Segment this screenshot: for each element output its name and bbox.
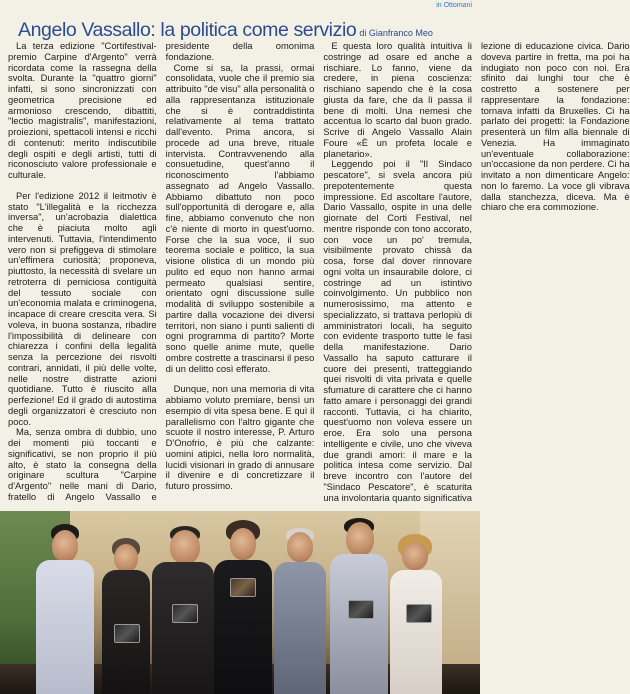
person-6 — [328, 518, 390, 694]
page-tag: in Ottomani — [436, 2, 472, 9]
award-plaque — [230, 578, 256, 597]
group-photo — [0, 511, 480, 694]
person-4 — [212, 520, 274, 694]
paragraph: Per l'edizione 2012 il leitmotiv è stato "L'illegalità e la ricchezza inversa", un'acrobazia dialettica che è piaciuta molto agli intervenuti. Tuttavia, l'intendimento vero non si prefiggeva di stimolare un'effimera curiosità; proponeva, piuttosto, la necessità di svelare un retroterra di perniciosa contiguità del tessuto sociale con un'economia malata e criminogena, incapace di creare crescita vera. Si voleva, in buona sostanza, ribadire l'impossibilità di delineare con chiarezza i confini della legalità senza la percezione dei risvolti contrari, annidati, il più delle volte, nelle nostre distratte azioni quotidiane. Tutto è riuscito alla perfezione! Ed il grado di autostima degli organizzatori è cresciuto non poco. — [8, 189, 157, 427]
person-3 — [150, 526, 216, 694]
paragraph: E questa loro qualità intuitiva li costringe ad osare ed anche a rischiare. Lo fanno, viene da credere, in piena coscienza: rischiano sapendo che è la cosa giusta da fare, che da lì passa il bene di molti. Una nemesi che accentua lo scarto dal buon grado. Scrive di Angelo Vassallo Alain Foure «È un profeta locale e planetario». — [323, 40, 472, 159]
paragraph: Ma, senza ombra di dubbio, uno dei momenti più toccanti e significativi, se non proprio il più alto, è stato la consegna della originare scultura "Carpine d'Argento" nelle mani di Dario, fratello di Angelo Vassallo e presidente della omonima fondazione. — [8, 40, 315, 502]
headline — [18, 19, 478, 42]
paragraph: La terza edizione "Cortifestival-premio Carpine d'Argento" verrà ricordata come la rassegna della svolta. Durante la "quattro giorni" infatti, si sono sincronizzati con geometrica precisione ed armonioso crescendo, dibattiti, "lectio magistralis", manifestazioni, proiezioni, spettacoli intensi e ricchi di contenuti: merito indiscutibile degli ospiti e degli artisti, tutti di riconosciuto valore professionale e culturale. — [8, 40, 157, 180]
person-5 — [272, 528, 328, 694]
article-body — [8, 40, 630, 509]
article-title: Angelo Vassallo: la politica come servizio — [18, 19, 357, 41]
paragraph: Dunque, non una memoria di vita abbiamo voluto premiare, bensì un esempio di vita spesa bene. E quì il parallelismo con l'altro gigante che scuote il nostro interesse, P. Arturo D'Onofrio, è più che calzante: uomini atipici, nella loro normalità, lucidi visionari in grado di annusare il divenire e di concretizzare il futuro prossimo. — [165, 383, 315, 491]
person-2 — [100, 538, 152, 694]
award-plaque — [348, 600, 374, 619]
award-plaque — [172, 604, 198, 623]
person-1 — [34, 524, 96, 694]
award-plaque — [406, 604, 432, 623]
paragraph: Leggendo poi il "Il Sindaco pescatore", si svela ancora più prepotentemente questa impressione. Ed ascoltare l'autore, Dario Vassallo, ospite in una delle giornate del Corti Festival, nel mentre risponde con tono accorato, con voce un po' tremula, visibilmente provato chissà da cosa, forse dal dover rinnovare ogni volta un insaurabile dolore, ci costringe ad un istintivo coinvolgimento. Un pubblico non numerosissimo, ma attento e specializzato, si trattava perlopiù di amministratori locali, ha seguito con evidente trasporto tutte le fasi della manifestazione. Dario Vassallo ha saputo catturare il cuore dei presenti, tratteggiando quei risvolti di vita privata e quelle sfumature di carattere che ci hanno fatto amare i personaggi dei grandi racconti. Tuttavia, ci ha chiarito, quest'uomo non voleva essere un eroe. Era solo una persona intelligente e civile, uno che viveva due grandi amori: il mare e la politica intesa come servizio. Dal breve incontro con l'autore del "Sindaco Pescatore", è scaturita una involontaria quanto significativa lezione di educazione civica. Dario doveva partire in fretta, ma poi ha indugiato non poco con noi. Era sfinito dai lunghi tour che è costretto a sostenere per rappresentare la fondazione: tornava infatti da Bruxelles. Ci ha parlato dei progetti: la Fondazione presenterà un film alla biennale di Venezia. Ha immaginato un'eventuale collaborazione: un'occasione da non perdere. Ci ha invitato a non dimenticare Angelo: non lo faremo. La voce gli vibrava dalla stanchezza, diceva. Ma è chiaro che era commozione. — [323, 40, 630, 503]
paragraph: Come si sa, la prassi, ormai consolidata, vuole che il premio sia attribuito "de visu" alla personalità o alla rappresentanza istituzionale che si è contraddistinta relativamente al tema trattato dall'evento. Prima ancora, si procede ad una breve, rituale intervista. Contravvenendo alla consuetudine, quest'anno il riconoscimento l'abbiamo assegnato ad Angelo Vassallo. Abbiamo dibattuto non poco sull'opportunità di derogare e, alla fine, abbiamo convenuto che non c'è niente di morto in quest'uomo. Forse che la sua voce, il suo teorema sociale e politico, la sua visione olistica di un mondo più pulito ed equo non hanno armai permeato qualsiasi sentire, orientato ogni discussione sulle modalità di sviluppo sostenibile a partire dalla vocazione dei diversi territori, non siano i punti salienti di ogni programma di partito? Morte sono quelle anime mute, quelle ombre costrette a trascinarsi il peso di un delitto così efferato. — [165, 61, 315, 374]
article-byline: di Gianfranco Meo — [359, 28, 433, 38]
person-7 — [388, 534, 444, 694]
award-plaque — [114, 624, 140, 643]
